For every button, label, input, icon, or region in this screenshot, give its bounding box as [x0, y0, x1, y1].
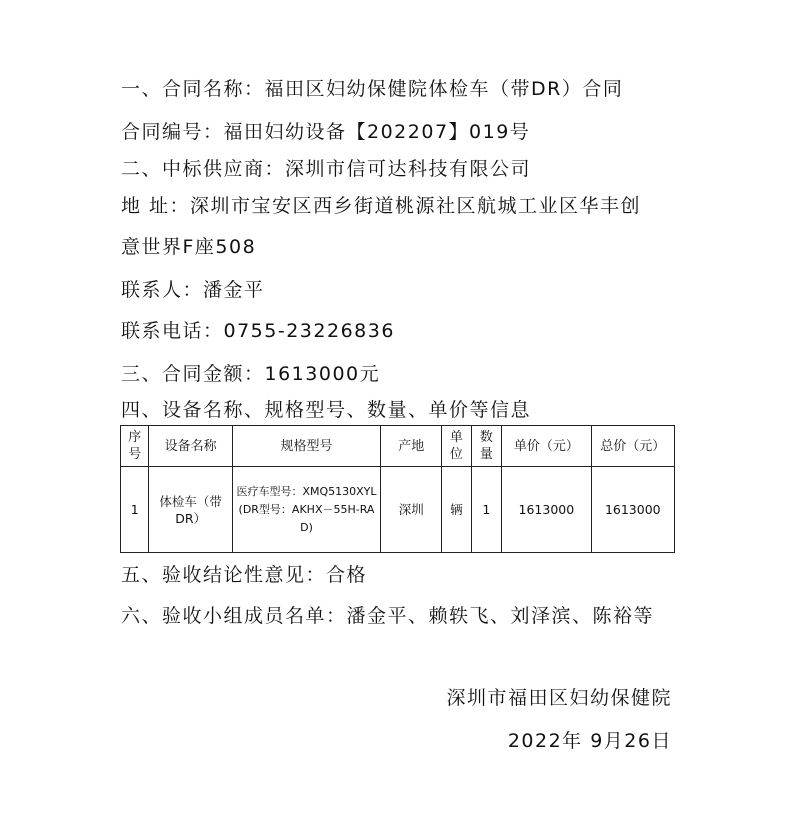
- header-total-price: 总价（元）: [591, 426, 674, 467]
- header-qty: 数量: [471, 426, 501, 467]
- table-row: [121, 467, 675, 553]
- contract-number: 合同编号：福田妇幼设备【202207】019号: [121, 121, 531, 143]
- cell-unit: 辆: [442, 467, 471, 553]
- cell-unit-price: 1613000: [502, 467, 591, 553]
- equipment-table: [120, 425, 675, 553]
- footer-date: 2022年 9月26日: [507, 730, 672, 752]
- cell-name: 体检车（带DR）: [149, 467, 232, 553]
- cell-origin: 深圳: [381, 467, 442, 553]
- section-equipment-info: 四、设备名称、规格型号、数量、单价等信息: [121, 399, 532, 421]
- cell-no: 1: [121, 467, 149, 553]
- contact-phone: 联系电话：0755-23226836: [121, 320, 395, 342]
- section-contract-name: 一、合同名称：福田区妇幼保健院体检车（带DR）合同: [121, 78, 624, 100]
- supplier-address: 地 址：深圳市宝安区西乡街道桃源社区航城工业区华丰创: [121, 195, 642, 217]
- section-acceptance-members: 六、验收小组成员名单：潘金平、赖轶飞、刘泽滨、陈裕等: [121, 605, 655, 627]
- header-origin: 产地: [381, 426, 442, 467]
- cell-total-price: 1613000: [591, 467, 674, 553]
- contact-person: 联系人：潘金平: [121, 279, 265, 301]
- header-no: 序号: [121, 426, 149, 467]
- section-acceptance-opinion: 五、验收结论性意见：合格: [121, 564, 368, 586]
- header-name: 设备名称: [149, 426, 232, 467]
- supplier-address-cont: 意世界F座508: [121, 236, 257, 258]
- section-supplier: 二、中标供应商：深圳市信可达科技有限公司: [121, 158, 532, 180]
- section-contract-amount: 三、合同金额：1613000元: [121, 363, 381, 385]
- footer-organization: 深圳市福田区妇幼保健院: [446, 687, 672, 709]
- header-unit: 单位: [442, 426, 471, 467]
- header-spec: 规格型号: [232, 426, 380, 467]
- cell-spec: 医疗车型号：XMQ5130XYL(DR型号：AKHX－55H-RAD): [232, 467, 380, 553]
- header-unit-price: 单价（元）: [502, 426, 591, 467]
- table-header-row: [121, 426, 675, 467]
- cell-qty: 1: [471, 467, 501, 553]
